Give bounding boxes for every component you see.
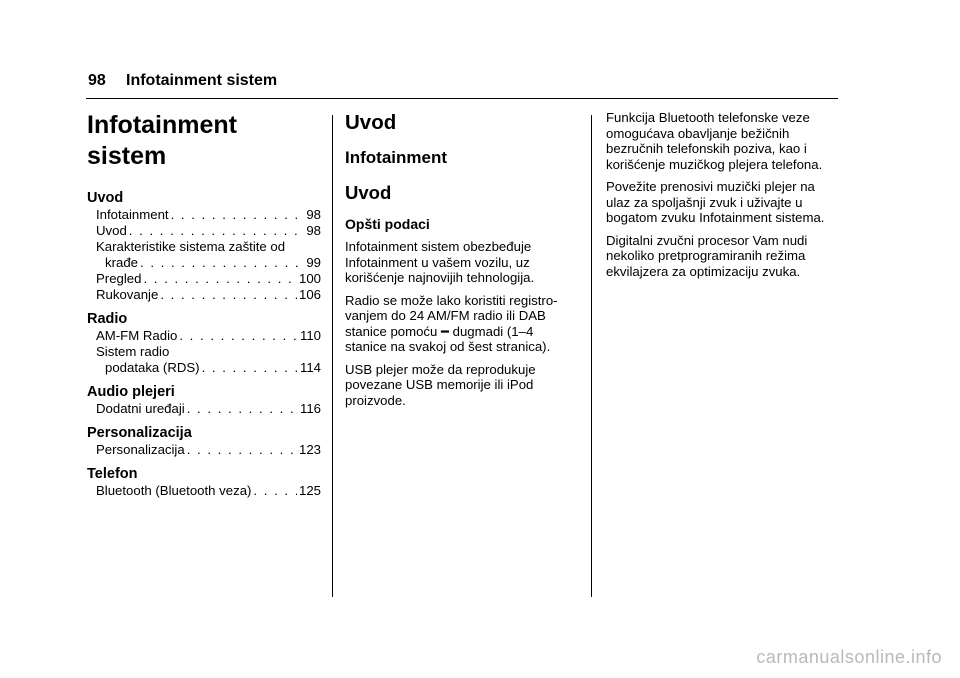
header-rule xyxy=(86,98,838,99)
toc-leader xyxy=(171,207,305,223)
column-divider-2 xyxy=(591,115,592,597)
toc-entry-label[interactable]: Sistem radio xyxy=(96,344,170,359)
toc-entry-label: Infotainment xyxy=(96,207,169,222)
toc-entry[interactable] xyxy=(87,287,321,303)
toc-leader xyxy=(253,483,297,499)
toc-leader xyxy=(140,255,304,271)
toc-section-heading: Audio plejeri xyxy=(87,384,175,400)
table-of-contents xyxy=(87,110,321,499)
toc-entry-label: Rukovanje xyxy=(96,287,159,302)
toc-leader xyxy=(129,223,305,239)
subsection-heading: Uvod xyxy=(345,182,392,203)
toc-leader xyxy=(143,271,297,287)
toc-title-line2: sistem xyxy=(87,142,167,170)
toc-entry[interactable] xyxy=(87,360,321,376)
subsection-heading: Infotainment xyxy=(345,148,447,167)
toc-section-heading: Personalizacija xyxy=(87,425,192,441)
toc-entry-page: 99 xyxy=(306,255,321,270)
toc-leader xyxy=(160,287,297,303)
toc-leader xyxy=(187,442,297,458)
chapter-title: Infotainment sistem xyxy=(126,72,278,89)
toc-entry-label: Uvod xyxy=(96,223,127,238)
toc-entry-page: 106 xyxy=(298,287,321,302)
toc-entry-label-cont: podataka (RDS) xyxy=(105,360,200,375)
toc-entry-label[interactable]: Karakteristike sistema zaštite od xyxy=(96,239,286,254)
toc-title xyxy=(87,110,321,172)
toc-entry-label-cont: krađe xyxy=(105,255,138,270)
paragraph: Infotainment sistem obezbeđuje Infotainment u vašem vozilu, uz korišćenje najnovijih tehnologija. xyxy=(345,239,535,285)
page-header xyxy=(88,72,277,90)
content-column-2 xyxy=(345,110,577,415)
toc-entry-label: Personalizacija xyxy=(96,442,185,457)
toc-entry[interactable] xyxy=(87,328,321,344)
paragraph: Povežite prenosivi muzički plejer na ulaz za spoljašnji zvuk i uživajte u bogatom zvuku Infotainment sistema. xyxy=(606,179,825,225)
toc-entry[interactable] xyxy=(87,401,321,417)
topic-heading: Opšti podaci xyxy=(345,216,430,232)
page-number: 98 xyxy=(88,72,106,89)
toc-section-heading: Uvod xyxy=(87,190,124,206)
paragraph: Radio se može lako koristiti registro-vanjem do 24 AM/FM radio ili DAB stanice pomoću ━ dugmadi (1–4 stanice na svakoj od šest stranica). xyxy=(345,292,558,354)
toc-section-heading: Radio xyxy=(87,311,128,327)
content-column-3 xyxy=(606,110,838,286)
toc-entry-page: 100 xyxy=(298,271,321,286)
column-divider-1 xyxy=(332,115,333,597)
toc-entry-page: 116 xyxy=(299,401,321,416)
toc-entry-page: 98 xyxy=(306,207,321,222)
paragraph: Digitalni zvučni procesor Vam nudi nekoliko pretprogramiranih režima ekvilajzera za optimizaciju zvuka. xyxy=(606,232,808,279)
toc-leader xyxy=(179,328,298,344)
toc-entry[interactable] xyxy=(87,207,321,223)
toc-entry[interactable] xyxy=(87,483,321,499)
toc-leader xyxy=(202,360,298,376)
toc-entry-page: 125 xyxy=(298,483,321,498)
paragraph: USB plejer može da reprodukuje povezane USB memorije ili iPod proizvode. xyxy=(345,361,536,408)
toc-entry[interactable] xyxy=(87,271,321,287)
toc-leader xyxy=(187,401,298,417)
toc-entry-label: Dodatni uređaji xyxy=(96,401,185,416)
toc-entry[interactable] xyxy=(87,442,321,458)
toc-entry-page: 110 xyxy=(299,328,321,343)
section-heading: Uvod xyxy=(345,111,397,134)
toc-entry-page: 98 xyxy=(306,223,321,238)
toc-entry-label: AM-FM Radio xyxy=(96,328,178,343)
toc-entry-label: Bluetooth (Bluetooth veza) xyxy=(96,483,252,498)
toc-entry-page: 114 xyxy=(299,360,321,375)
toc-section-heading: Telefon xyxy=(87,466,138,482)
toc-entry[interactable] xyxy=(87,223,321,239)
toc-entry-label: Pregled xyxy=(96,271,142,286)
watermark: carmanualsonline.info xyxy=(756,647,942,667)
paragraph: Funkcija Bluetooth telefonske veze omogućava obavljanje bežičnih bezručnih telefonskih poziva, kao i korišćenje muzičkog plejera telefona. xyxy=(606,110,823,172)
toc-entry-page: 123 xyxy=(298,442,321,457)
toc-title-line1: Infotainment xyxy=(87,111,237,139)
toc-entry[interactable] xyxy=(87,255,321,271)
